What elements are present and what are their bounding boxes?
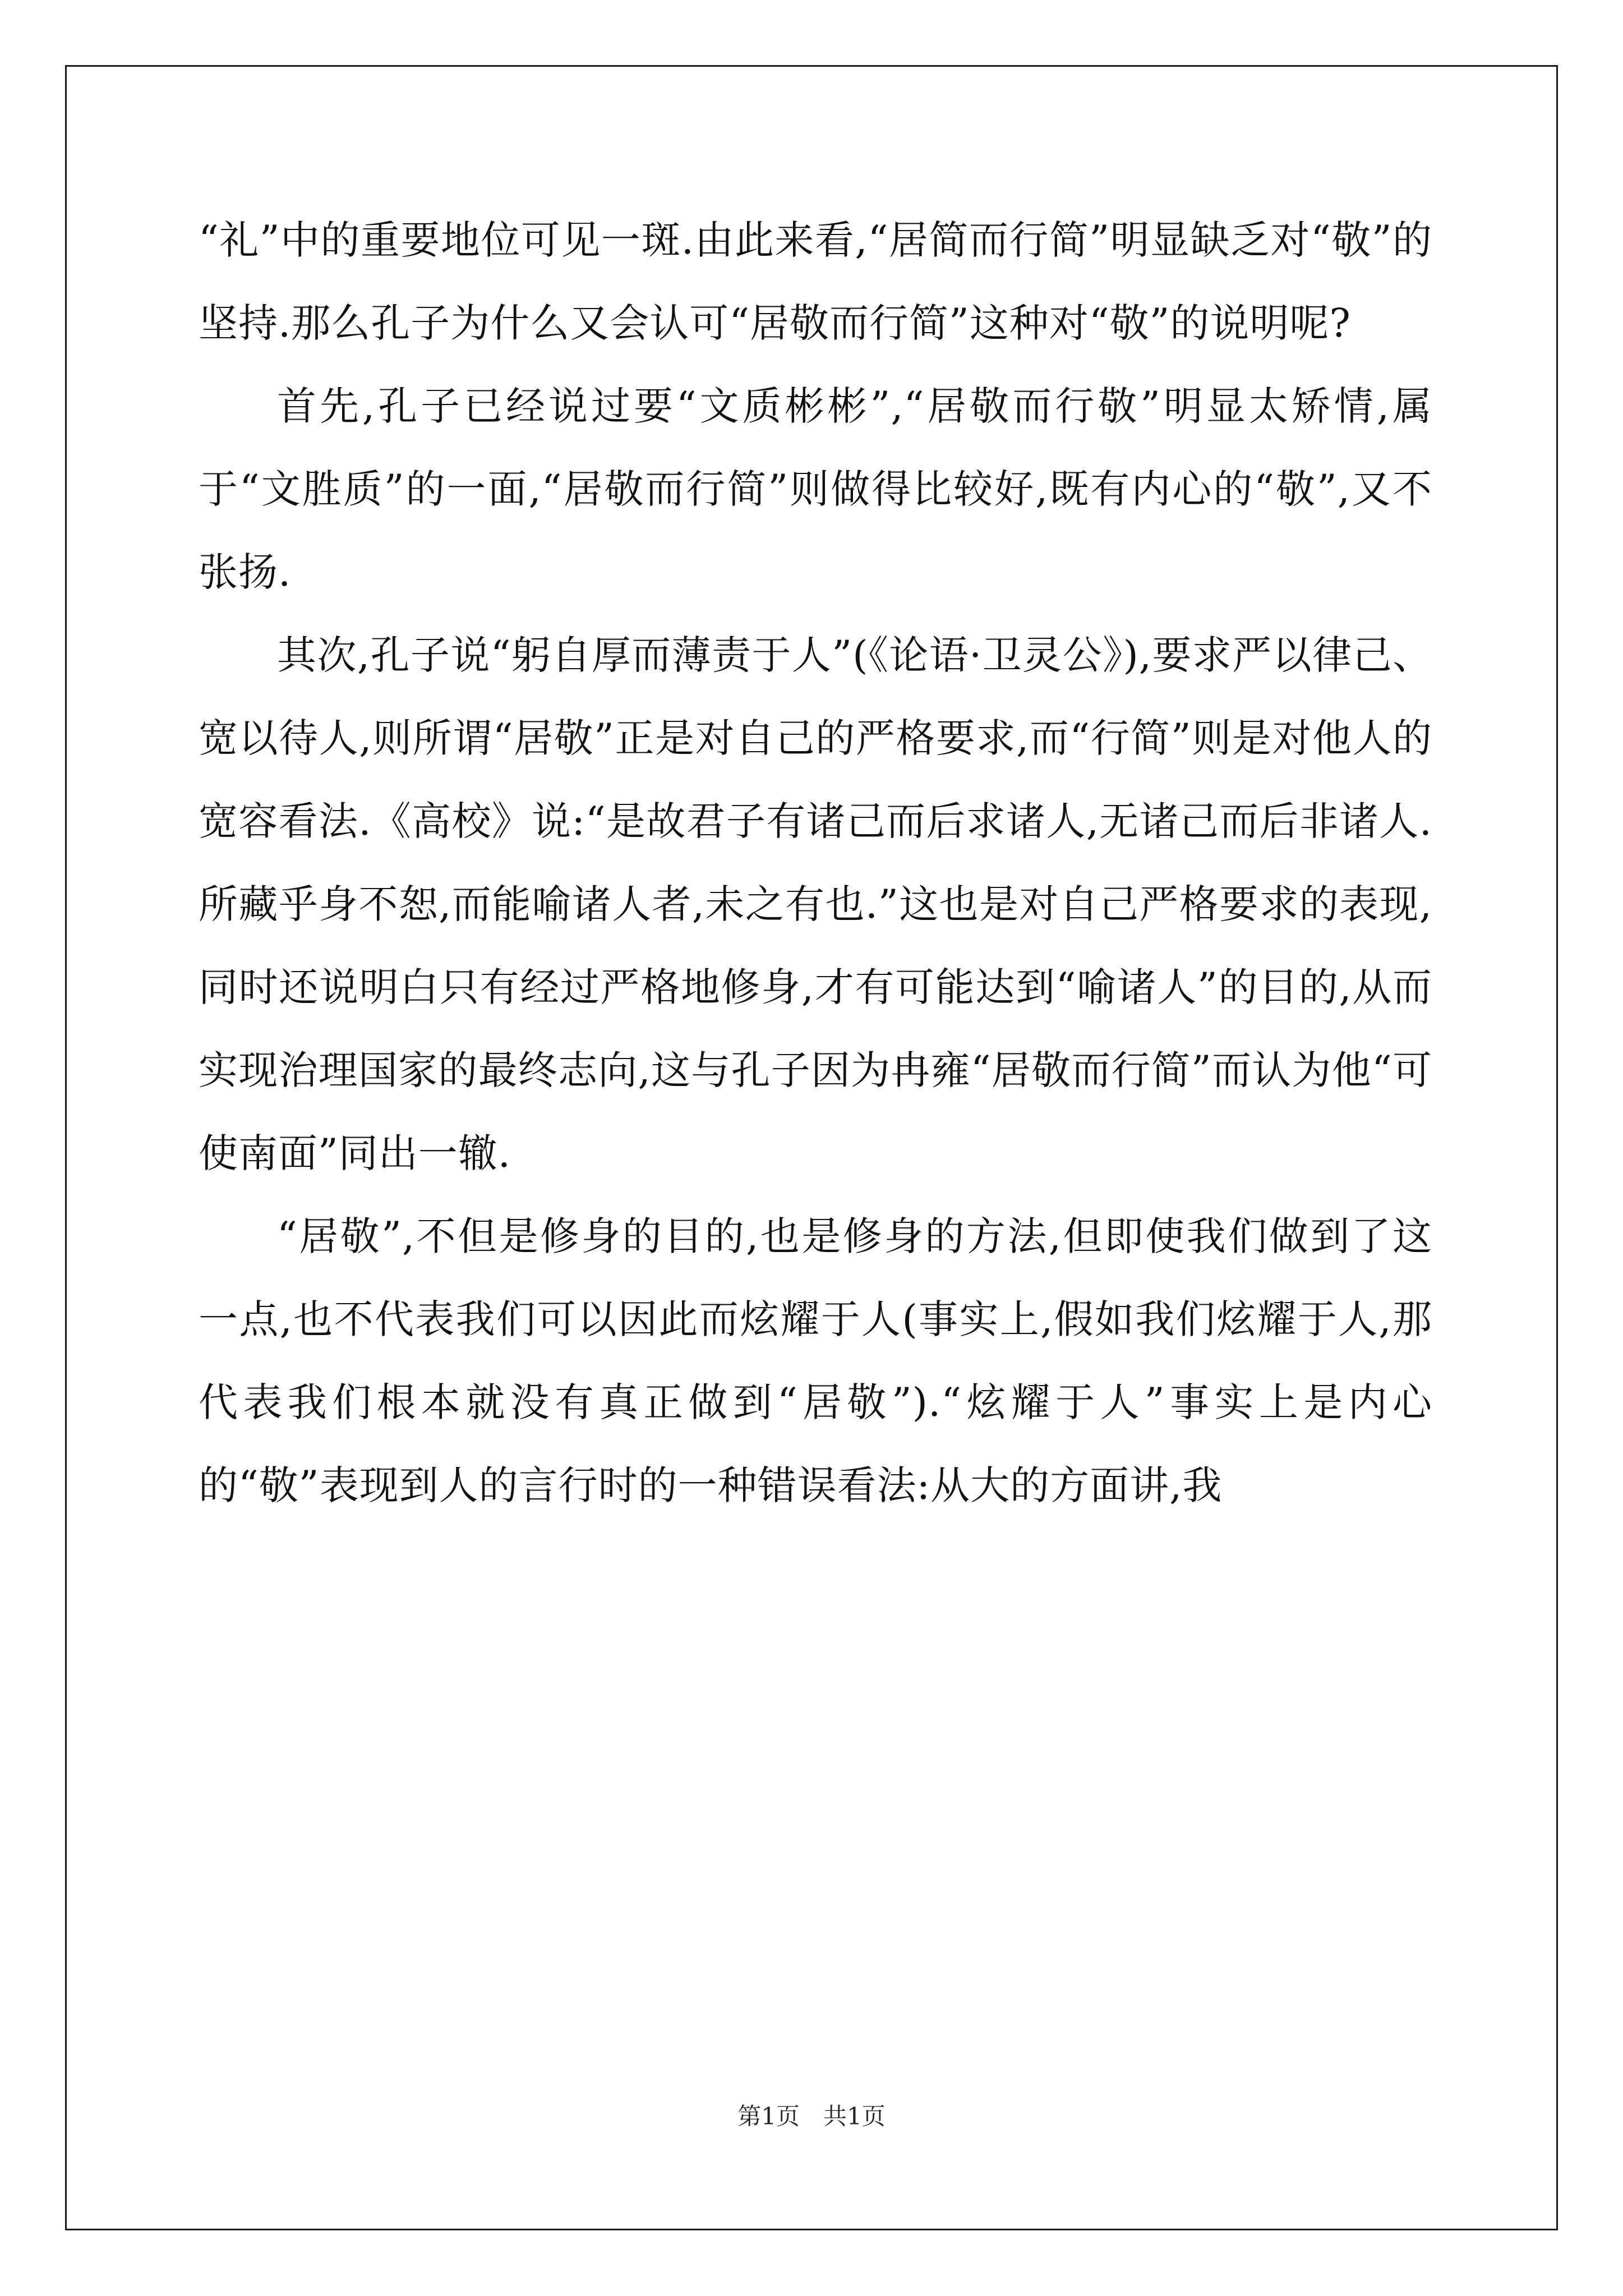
- page-number-footer: 第1页 共1页: [737, 2102, 886, 2130]
- paragraph-3: 其次,孔子说“躬自厚而薄责于人”(《论语·卫灵公》),要求严以律己、宽以待人,则所谓“居敬”正是对自己的严格要求,而“行简”则是对他人的宽容看法.《高校》说:“是故君子有诸己而后求诸人,无诸己而后非诸人.所藏乎身不恕,而能喻诸人者,未之有也.”这也是对自己严格要求的表现,同时还说明白只有经过严格地修身,才有可能达到“喻诸人”的目的,从而实现治理国家的最终志向,这与孔子因为冉雍“居敬而行简”而认为他“可使南面”同出一辙.: [199, 632, 1432, 1176]
- paragraph-1: “礼”中的重要地位可见一斑.由此来看,“居简而行简”明显缺乏对“敬”的坚持.那么孔子为什么又会认可“居敬而行简”这种对“敬”的说明呢?: [199, 217, 1432, 346]
- paragraph-2: 首先,孔子已经说过要“文质彬彬”,“居敬而行敬”明显太矫情,属于“文胜质”的一面,“居敬而行简”则做得比较好,既有内心的“敬”,又不张扬.: [199, 383, 1432, 595]
- document-body: [199, 199, 1432, 1527]
- paragraph-4: “居敬”,不但是修身的目的,也是修身的方法,但即使我们做到了这一点,也不代表我们可以因此而炫耀于人(事实上,假如我们炫耀于人,那代表我们根本就没有真正做到“居敬”).“炫耀于人”事实上是内心的“敬”表现到人的言行时的一种错误看法:从大的方面讲,我: [199, 1213, 1432, 1508]
